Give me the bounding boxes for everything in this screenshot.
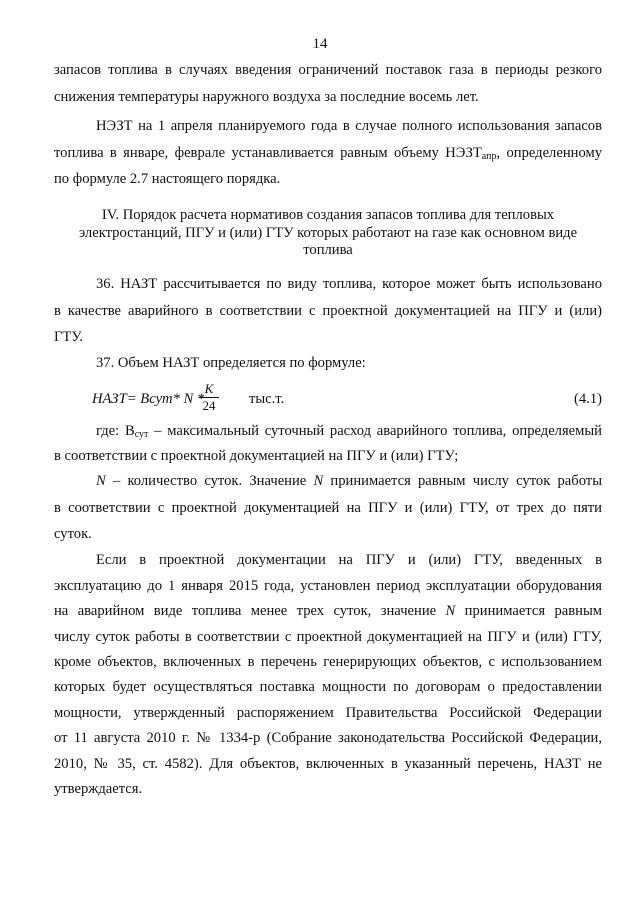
paragraph-line: запасов топлива в случаях введения ограничений поставок газа в периоды резкого [54, 62, 602, 78]
section-heading: IV. Порядок расчета нормативов создания запасов топлива для тепловых электростанций, ПГУ и (или) ГТУ которых работают на газе как основном виде топлива [78, 207, 578, 258]
subscript-apr: апр [481, 151, 497, 162]
paragraph-line: мощности, утвержденный распоряжением Правительства Российской Федерации [54, 705, 602, 721]
paragraph-line: эксплуатацию до 1 января 2015 года, установлен период эксплуатации оборудования [54, 578, 602, 594]
paragraph-line: снижения температуры наружного воздуха за последние восемь лет. [54, 89, 479, 105]
paragraph-line: топлива в январе, феврале устанавливается равным объему $НЭЗТ_{апр}$, определенному [54, 145, 602, 162]
subscript-sut: сут [134, 429, 149, 440]
paragraph-line: суток. [54, 526, 92, 542]
paragraph-line: в качестве аварийного в соответствии с проектной документацией на ПГУ и (или) [54, 303, 602, 319]
paragraph-line: кроме объектов, включенных в перечень генерирующих объектов, с использованием [54, 654, 602, 670]
paragraph-line: N – количество суток. Значение N принимается равным числу суток работы [96, 473, 602, 489]
paragraph-line: где: $В_{сут}$ – максимальный суточный расход аварийного топлива, определяемый [96, 423, 602, 440]
formula-fraction [199, 381, 219, 414]
paragraph-line: 37. Объем НАЗТ определяется по формуле: [96, 355, 366, 371]
paragraph-line: в соответствии с проектной документацией на ПГУ и (или) ГТУ; [54, 448, 459, 464]
paragraph-line: ГТУ. [54, 329, 83, 345]
paragraph-line: 36. НАЗТ рассчитывается по виду топлива, которое может быть использовано [96, 276, 602, 292]
paragraph-line: НЭЗТ на 1 апреля планируемого года в случае полного использования запасов [96, 118, 602, 134]
formula-expression: НАЗТ= Всут* N * [92, 391, 205, 407]
formula-4-1 [92, 381, 602, 417]
fraction-numerator: K [199, 381, 219, 398]
paragraph-line: утверждается. [54, 781, 143, 797]
paragraph-line: числу суток работы в соответствии с проектной документацией на ПГУ и (или) ГТУ, [54, 629, 602, 645]
page-number: 14 [312, 36, 328, 52]
paragraph-line: 2010, № 35, ст. 4582). Для объектов, включенных в указанный перечень, НАЗТ не [54, 756, 602, 772]
paragraph-line: которых будет осуществляться поставка мощности по договорам о предоставлении [54, 679, 602, 695]
paragraph-line: по формуле 2.7 настоящего порядка. [54, 171, 281, 187]
paragraph-line: на аварийном виде топлива менее трех суток, значение N принимается равным [54, 603, 602, 619]
formula-unit: тыс.т. [249, 391, 285, 407]
equation-number: (4.1) [574, 391, 602, 407]
paragraph-line: от 11 августа 2010 г. № 1334-р (Собрание законодательства Российской Федерации, [54, 730, 602, 746]
paragraph-line: Если в проектной документации на ПГУ и (или) ГТУ, введенных в [96, 552, 602, 568]
fraction-denominator: 24 [202, 398, 216, 413]
paragraph-line: в соответствии с проектной документацией на ПГУ и (или) ГТУ, от трех до пяти [54, 500, 602, 516]
